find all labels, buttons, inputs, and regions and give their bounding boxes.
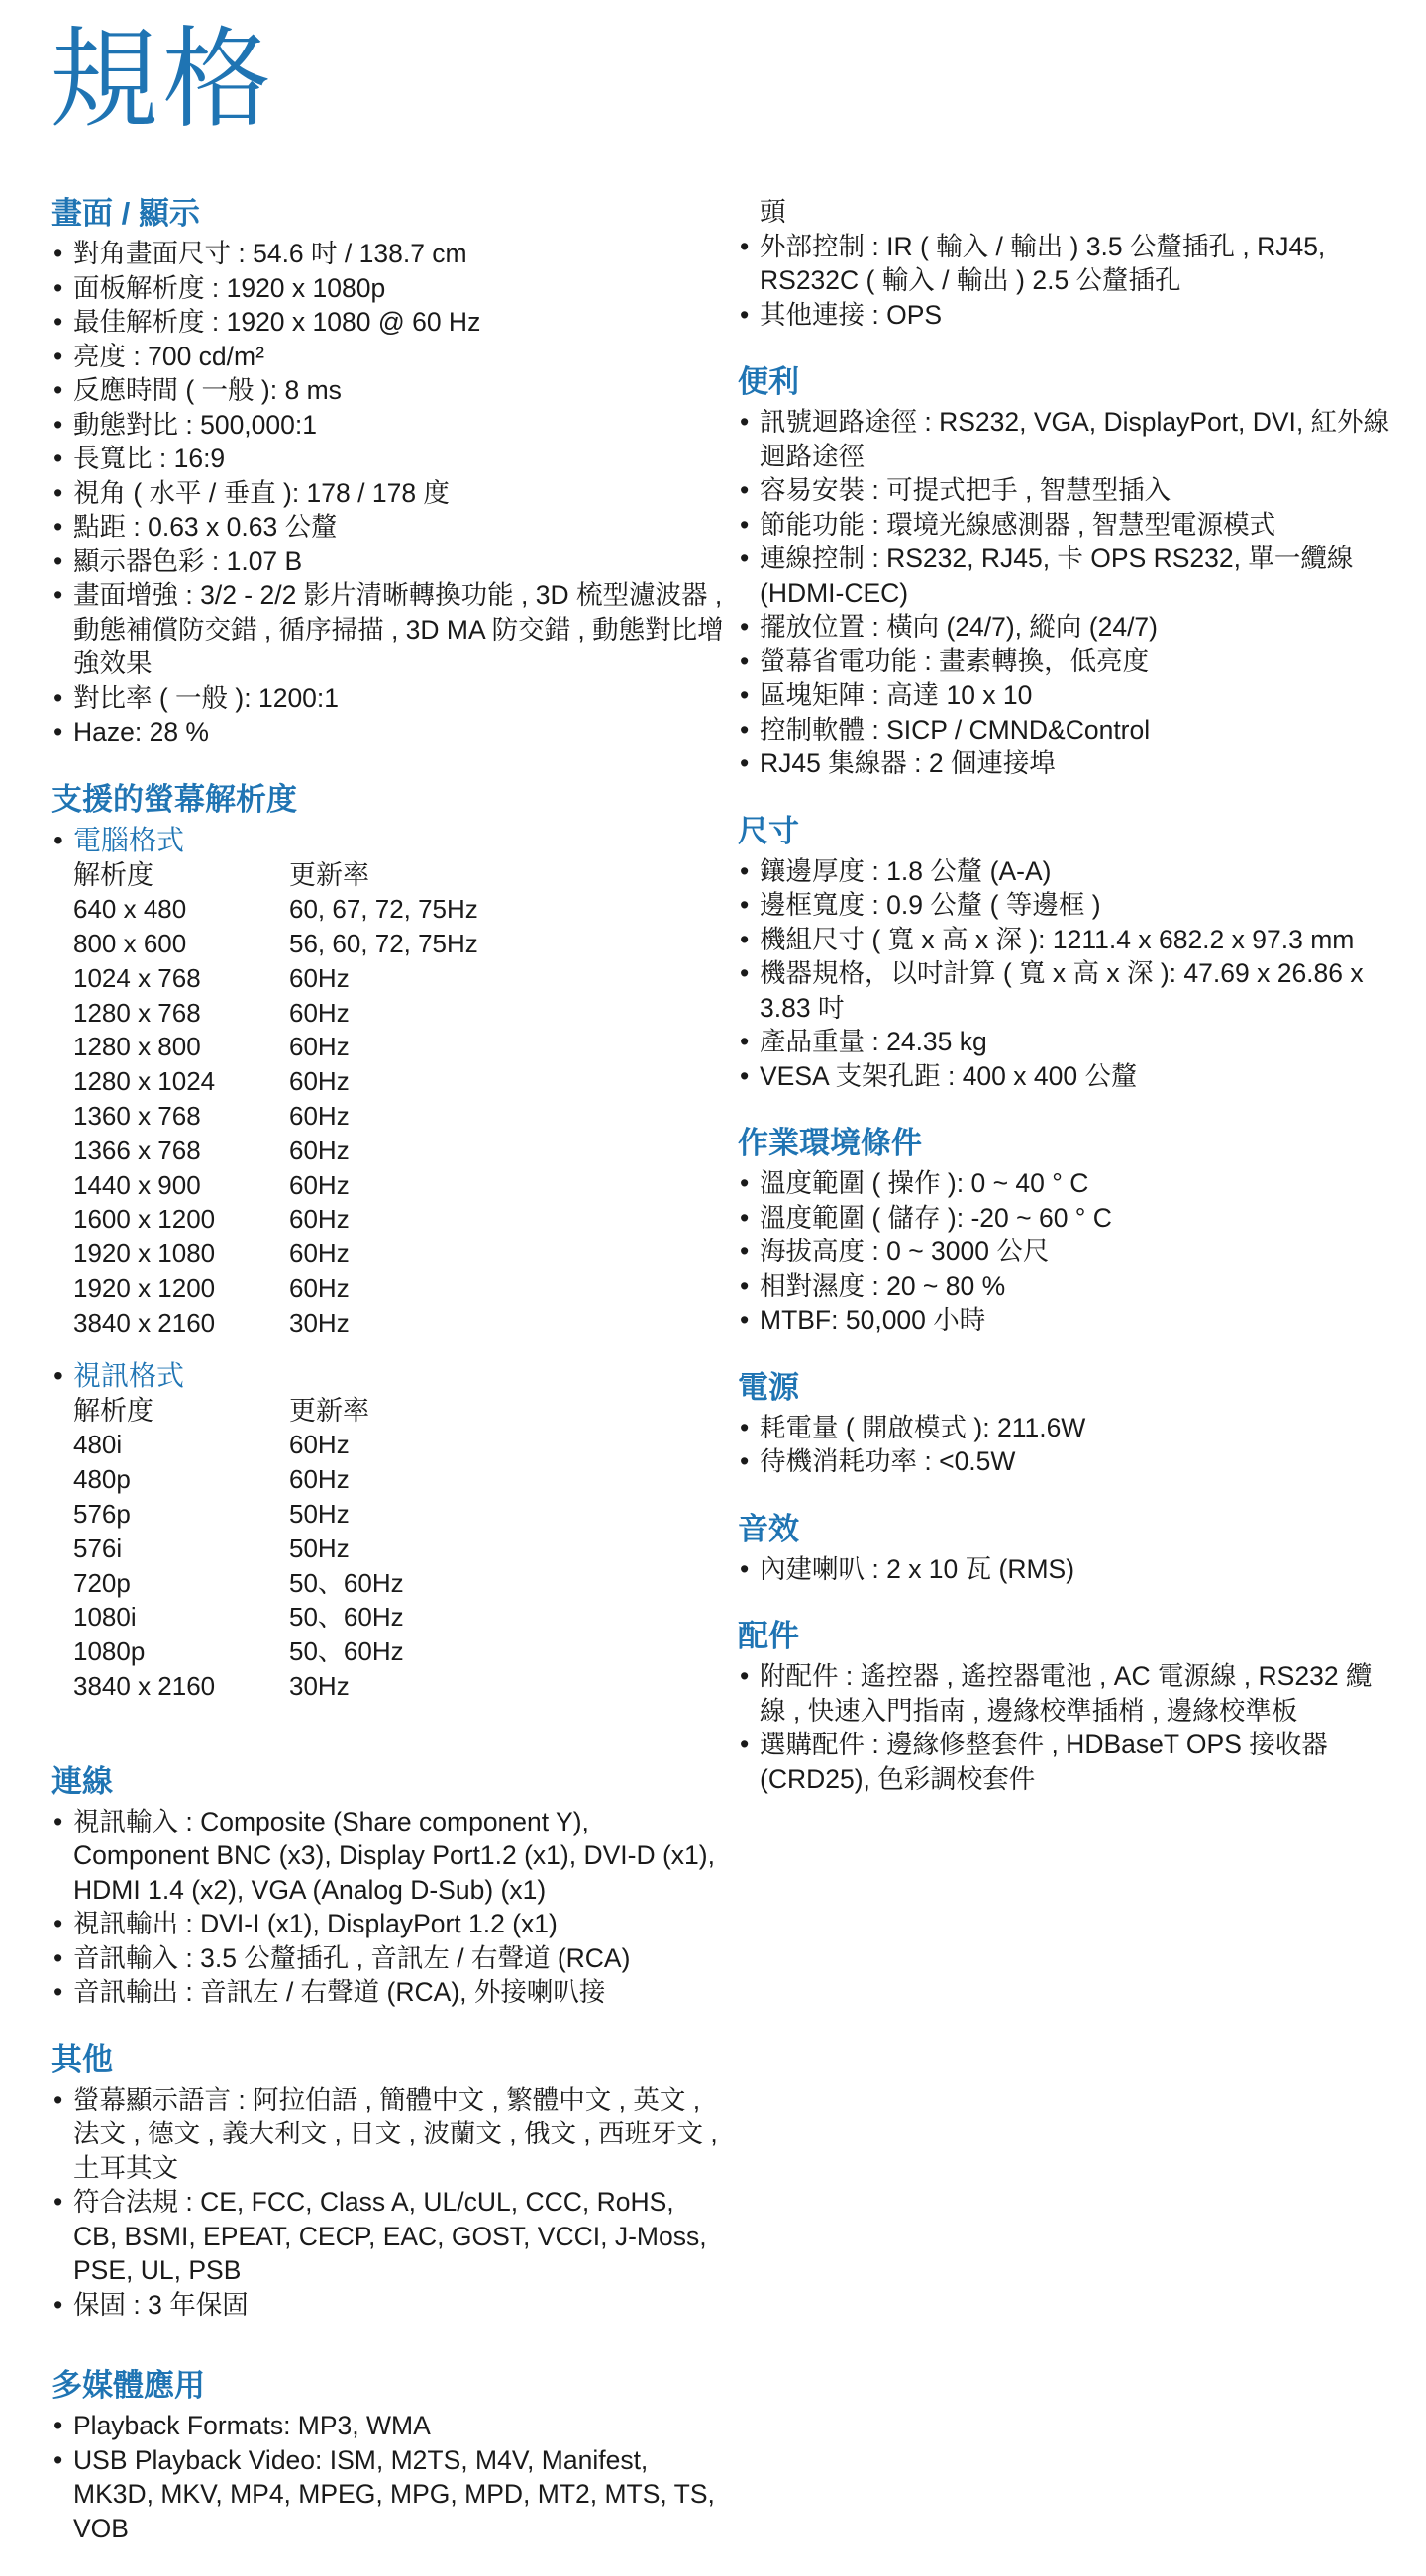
table-row xyxy=(73,1566,404,1601)
spec-item: • 附配件 : 遙控器 , 遙控器電池 , AC 電源線 , RS232 纜線 , 快速入門指南 , 邊緣校準插梢 , 邊緣校準板 xyxy=(738,1659,1396,1728)
spec-item: • 音訊輸入 : 3.5 公釐插孔 , 音訊左 / 右聲道 (RCA) xyxy=(51,1941,725,1976)
section-power xyxy=(738,1367,1396,1479)
column-header-refresh-rate: 更新率 xyxy=(289,1395,369,1426)
refresh-rate-cell: 60Hz xyxy=(289,1238,350,1269)
section-dimensions xyxy=(738,811,1396,1094)
spec-item: • 海拔高度 : 0 ~ 3000 公尺 xyxy=(738,1235,1396,1269)
resolution-cell: 1920 x 1200 xyxy=(73,1273,216,1304)
resolution-cell: 1280 x 1024 xyxy=(73,1066,216,1097)
display-spec-list xyxy=(51,237,725,749)
spec-item: • 控制軟體 : SICP / CMND&Control xyxy=(738,713,1396,747)
resolution-cell: 480i xyxy=(73,1430,123,1460)
resolution-cell: 1024 x 768 xyxy=(73,962,201,993)
refresh-rate-cell: 60Hz xyxy=(289,1101,350,1132)
table-row xyxy=(73,1271,478,1306)
section-title-dimensions: 尺寸 xyxy=(738,813,799,848)
section-convenience xyxy=(738,361,1396,781)
spec-item: • 視角 ( 水平 / 垂直 ): 178 / 178 度 xyxy=(51,476,725,511)
spec-item: • 訊號迴路途徑 : RS232, VGA, DisplayPort, DVI, 紅外線迴路途徑 xyxy=(738,405,1396,473)
pc-format-label: • 電腦格式 xyxy=(51,823,725,858)
spec-item: • 相對濕度 : 20 ~ 80 % xyxy=(738,1269,1396,1304)
spec-item: • 亮度 : 700 cd/m² xyxy=(51,340,725,374)
spec-item: • 選購配件 : 邊緣修整套件 , HDBaseT OPS 接收器 (CRD25), 色彩調校套件 xyxy=(738,1728,1396,1796)
refresh-rate-cell: 60Hz xyxy=(289,962,350,993)
spec-item: • 節能功能 : 環境光線感測器 , 智慧型電源模式 xyxy=(738,508,1396,543)
column-header-refresh-rate: 更新率 xyxy=(289,859,369,890)
refresh-rate-cell: 60Hz xyxy=(289,1464,350,1495)
table-row xyxy=(73,1462,404,1497)
section-title-resolution: 支援的螢幕解析度 xyxy=(51,781,297,817)
table-row xyxy=(73,1428,404,1462)
resolution-cell: 576i xyxy=(73,1533,123,1563)
power-spec-list xyxy=(738,1411,1396,1479)
table-row xyxy=(73,1030,478,1064)
table-row xyxy=(73,961,478,996)
spec-item: • 畫面增強 : 3/2 - 2/2 影片清晰轉換功能 , 3D 梳型濾波器 , 動態補償防交錯 , 循序掃描 , 3D MA 防交錯 , 動態對比增強效果 xyxy=(51,578,725,681)
section-title-misc: 其他 xyxy=(51,2041,113,2077)
spec-item: • USB Playback Video: ISM, M2TS, M4V, Manifest, MK3D, MKV, MP4, MPEG, MPG, MPD, MT2, MTS, TS, VOB xyxy=(51,2443,725,2546)
spec-item: • 螢幕顯示語言 : 阿拉伯語 , 簡體中文 , 繁體中文 , 英文 , 法文 , 德文 , 義大利文 , 日文 , 波蘭文 , 俄文 , 西班牙文 , 土耳其文 xyxy=(51,2083,725,2186)
resolution-cell: 1280 x 800 xyxy=(73,1032,201,1062)
continued-text: 頭 xyxy=(760,197,786,227)
spec-item: • 外部控制 : IR ( 輸入 / 輸出 ) 3.5 公釐插孔 , RJ45, RS232C ( 輸入 / 輸出 ) 2.5 公釐插孔 xyxy=(738,230,1396,298)
table-row xyxy=(73,1237,478,1271)
spec-item: • 視訊輸入 : Composite (Share component Y), Component BNC (x3), Display Port1.2 (x1), DVI-D (x1), HDMI 1.4 (x2), VGA (Analog D-Sub) (x1) xyxy=(51,1805,725,1908)
table-row xyxy=(73,1669,404,1704)
resolution-cell: 1440 x 900 xyxy=(73,1169,201,1200)
spec-item: • 對比率 ( 一般 ): 1200:1 xyxy=(51,681,725,716)
refresh-rate-cell: 50Hz xyxy=(289,1533,350,1563)
spec-item: • 區塊矩陣 : 高達 10 x 10 xyxy=(738,678,1396,713)
resolution-cell: 3840 x 2160 xyxy=(73,1307,216,1338)
spec-item: • 機器規格，以吋計算 ( 寬 x 高 x 深 ): 47.69 x 26.86 x 3.83 吋 xyxy=(738,956,1396,1025)
refresh-rate-cell: 50、60Hz xyxy=(289,1567,404,1598)
refresh-rate-cell: 60Hz xyxy=(289,1430,350,1460)
section-title-environment: 作業環境條件 xyxy=(738,1126,922,1160)
section-sound xyxy=(738,1509,1396,1587)
column-header-resolution: 解析度 xyxy=(73,1395,153,1426)
table-row xyxy=(73,1064,478,1099)
resolution-cell: 720p xyxy=(73,1567,131,1598)
resolution-cell: 640 x 480 xyxy=(73,894,187,925)
table-row xyxy=(73,1600,404,1635)
resolution-cell: 1280 x 768 xyxy=(73,997,201,1028)
left-column xyxy=(51,193,725,2575)
spec-item: • 動態對比 : 500,000:1 xyxy=(51,408,725,443)
spec-item: • 對角畫面尺寸 : 54.6 吋 / 138.7 cm xyxy=(51,237,725,271)
table-row xyxy=(73,1168,478,1203)
refresh-rate-cell: 60Hz xyxy=(289,997,350,1028)
table-row xyxy=(73,927,478,961)
table-row xyxy=(73,1635,404,1669)
table-header-row xyxy=(73,858,478,893)
multimedia-spec-list xyxy=(51,2409,725,2545)
table-header-row xyxy=(73,1394,404,1429)
column-header-resolution: 解析度 xyxy=(73,859,153,890)
spec-item: • 容易安裝 : 可提式把手 , 智慧型插入 xyxy=(738,473,1396,508)
spec-item: • 視訊輸出 : DVI-I (x1), DisplayPort 1.2 (x1) xyxy=(51,1907,725,1941)
refresh-rate-cell: 60Hz xyxy=(289,1066,350,1097)
section-resolution xyxy=(51,779,725,1704)
right-column xyxy=(738,193,1396,1826)
table-row xyxy=(73,892,478,927)
accessories-spec-list xyxy=(738,1659,1396,1796)
section-environment xyxy=(738,1123,1396,1338)
refresh-rate-cell: 50Hz xyxy=(289,1499,350,1530)
refresh-rate-cell: 56, 60, 72, 75Hz xyxy=(289,929,478,959)
spec-item: • 其他連接 : OPS xyxy=(738,298,1396,333)
spec-item: • VESA 支架孔距 : 400 x 400 公釐 xyxy=(738,1059,1396,1094)
spec-item: • 機組尺寸 ( 寬 x 高 x 深 ): 1211.4 x 682.2 x 97.3 mm xyxy=(738,923,1396,957)
pc-resolution-table xyxy=(73,858,478,1340)
spec-item: • 溫度範圍 ( 儲存 ): -20 ~ 60 ° C xyxy=(738,1201,1396,1236)
resolution-cell: 576p xyxy=(73,1499,131,1530)
resolution-cell: 800 x 600 xyxy=(73,929,187,959)
environment-spec-list xyxy=(738,1166,1396,1338)
refresh-rate-cell: 60, 67, 72, 75Hz xyxy=(289,894,478,925)
refresh-rate-cell: 60Hz xyxy=(289,1032,350,1062)
resolution-cell: 1600 x 1200 xyxy=(73,1204,216,1235)
spec-item: • 顯示器色彩 : 1.07 B xyxy=(51,545,725,579)
spec-item: • Playback Formats: MP3, WMA xyxy=(51,2409,725,2443)
spec-item: • 擺放位置 : 橫向 (24/7), 縱向 (24/7) xyxy=(738,610,1396,644)
resolution-cell: 1360 x 768 xyxy=(73,1101,201,1132)
refresh-rate-cell: 50、60Hz xyxy=(289,1602,404,1633)
section-title-multimedia: 多媒體應用 xyxy=(51,2368,205,2404)
section-title-sound: 音效 xyxy=(738,1511,799,1546)
refresh-rate-cell: 30Hz xyxy=(289,1307,350,1338)
resolution-cell: 1080p xyxy=(73,1636,146,1667)
table-row xyxy=(73,996,478,1031)
refresh-rate-cell: 50、60Hz xyxy=(289,1636,404,1667)
spec-item: • 音訊輸出 : 音訊左 / 右聲道 (RCA), 外接喇叭接 xyxy=(51,1975,725,2010)
resolution-cell: 3840 x 2160 xyxy=(73,1671,216,1702)
connectivity-more-list xyxy=(738,230,1396,333)
table-row xyxy=(73,1532,404,1566)
refresh-rate-cell: 60Hz xyxy=(289,1204,350,1235)
section-display xyxy=(51,193,725,749)
spec-item: • 邊框寬度 : 0.9 公釐 ( 等邊框 ) xyxy=(738,888,1396,923)
sound-spec-list xyxy=(738,1552,1396,1587)
refresh-rate-cell: 60Hz xyxy=(289,1135,350,1165)
spec-item: • 溫度範圍 ( 操作 ): 0 ~ 40 ° C xyxy=(738,1166,1396,1201)
refresh-rate-cell: 60Hz xyxy=(289,1273,350,1304)
misc-spec-list xyxy=(51,2083,725,2323)
spec-item: • 符合法規 : CE, FCC, Class A, UL/cUL, CCC, RoHS, CB, BSMI, EPEAT, CECP, EAC, GOST, VCCI, J-Moss, PSE, UL, PSB xyxy=(51,2185,725,2288)
spec-item: • 螢幕省電功能 : 畫素轉換，低亮度 xyxy=(738,644,1396,679)
spec-item: • 長寬比 : 16:9 xyxy=(51,442,725,476)
section-misc xyxy=(51,2039,725,2323)
page-title: 規格 xyxy=(50,16,275,143)
spec-item: • RJ45 集線器 : 2 個連接埠 xyxy=(738,746,1396,781)
refresh-rate-cell: 30Hz xyxy=(289,1671,350,1702)
section-connectivity-continued xyxy=(738,195,1396,332)
spec-item: • 面板解析度 : 1920 x 1080p xyxy=(51,271,725,306)
table-row xyxy=(73,1497,404,1532)
refresh-rate-cell: 60Hz xyxy=(289,1169,350,1200)
spec-item: • 待機消耗功率 : <0.5W xyxy=(738,1444,1396,1479)
table-row xyxy=(73,1134,478,1168)
connectivity-spec-list xyxy=(51,1805,725,2010)
section-multimedia xyxy=(51,2365,725,2545)
table-row xyxy=(73,1202,478,1237)
spec-item: • 最佳解析度 : 1920 x 1080 @ 60 Hz xyxy=(51,305,725,340)
resolution-cell: 1920 x 1080 xyxy=(73,1238,216,1269)
convenience-spec-list xyxy=(738,405,1396,781)
resolution-cell: 1080i xyxy=(73,1602,137,1633)
section-title-convenience: 便利 xyxy=(738,364,799,399)
spec-item: • 產品重量 : 24.35 kg xyxy=(738,1025,1396,1059)
resolution-cell: 1366 x 768 xyxy=(73,1135,201,1165)
video-resolution-table xyxy=(73,1394,404,1704)
section-title-accessories: 配件 xyxy=(738,1619,799,1653)
section-title-connectivity: 連線 xyxy=(51,1763,113,1799)
spec-item: • 鑲邊厚度 : 1.8 公釐 (A-A) xyxy=(738,854,1396,889)
table-row xyxy=(73,1306,478,1340)
section-connectivity xyxy=(51,1761,725,2010)
resolution-cell: 480p xyxy=(73,1464,131,1495)
spec-item: • 反應時間 ( 一般 ): 8 ms xyxy=(51,373,725,408)
dimensions-spec-list xyxy=(738,854,1396,1094)
video-format-label: • 視訊格式 xyxy=(51,1358,725,1394)
section-title-display: 畫面 / 顯示 xyxy=(51,196,200,231)
spec-item: • 連線控制 : RS232, RJ45, 卡 OPS RS232, 單一纜線 (HDMI-CEC) xyxy=(738,542,1396,610)
table-row xyxy=(73,1099,478,1134)
spec-item: • Haze: 28 % xyxy=(51,715,725,749)
section-title-power: 電源 xyxy=(738,1369,799,1405)
section-accessories xyxy=(738,1616,1396,1796)
spec-item: • 耗電量 ( 開啟模式 ): 211.6W xyxy=(738,1411,1396,1445)
spec-item: • 保固 : 3 年保固 xyxy=(51,2288,725,2323)
spec-item: • MTBF: 50,000 小時 xyxy=(738,1303,1396,1338)
spec-item: • 內建喇叭 : 2 x 10 瓦 (RMS) xyxy=(738,1552,1396,1587)
spec-item: • 點距 : 0.63 x 0.63 公釐 xyxy=(51,510,725,545)
